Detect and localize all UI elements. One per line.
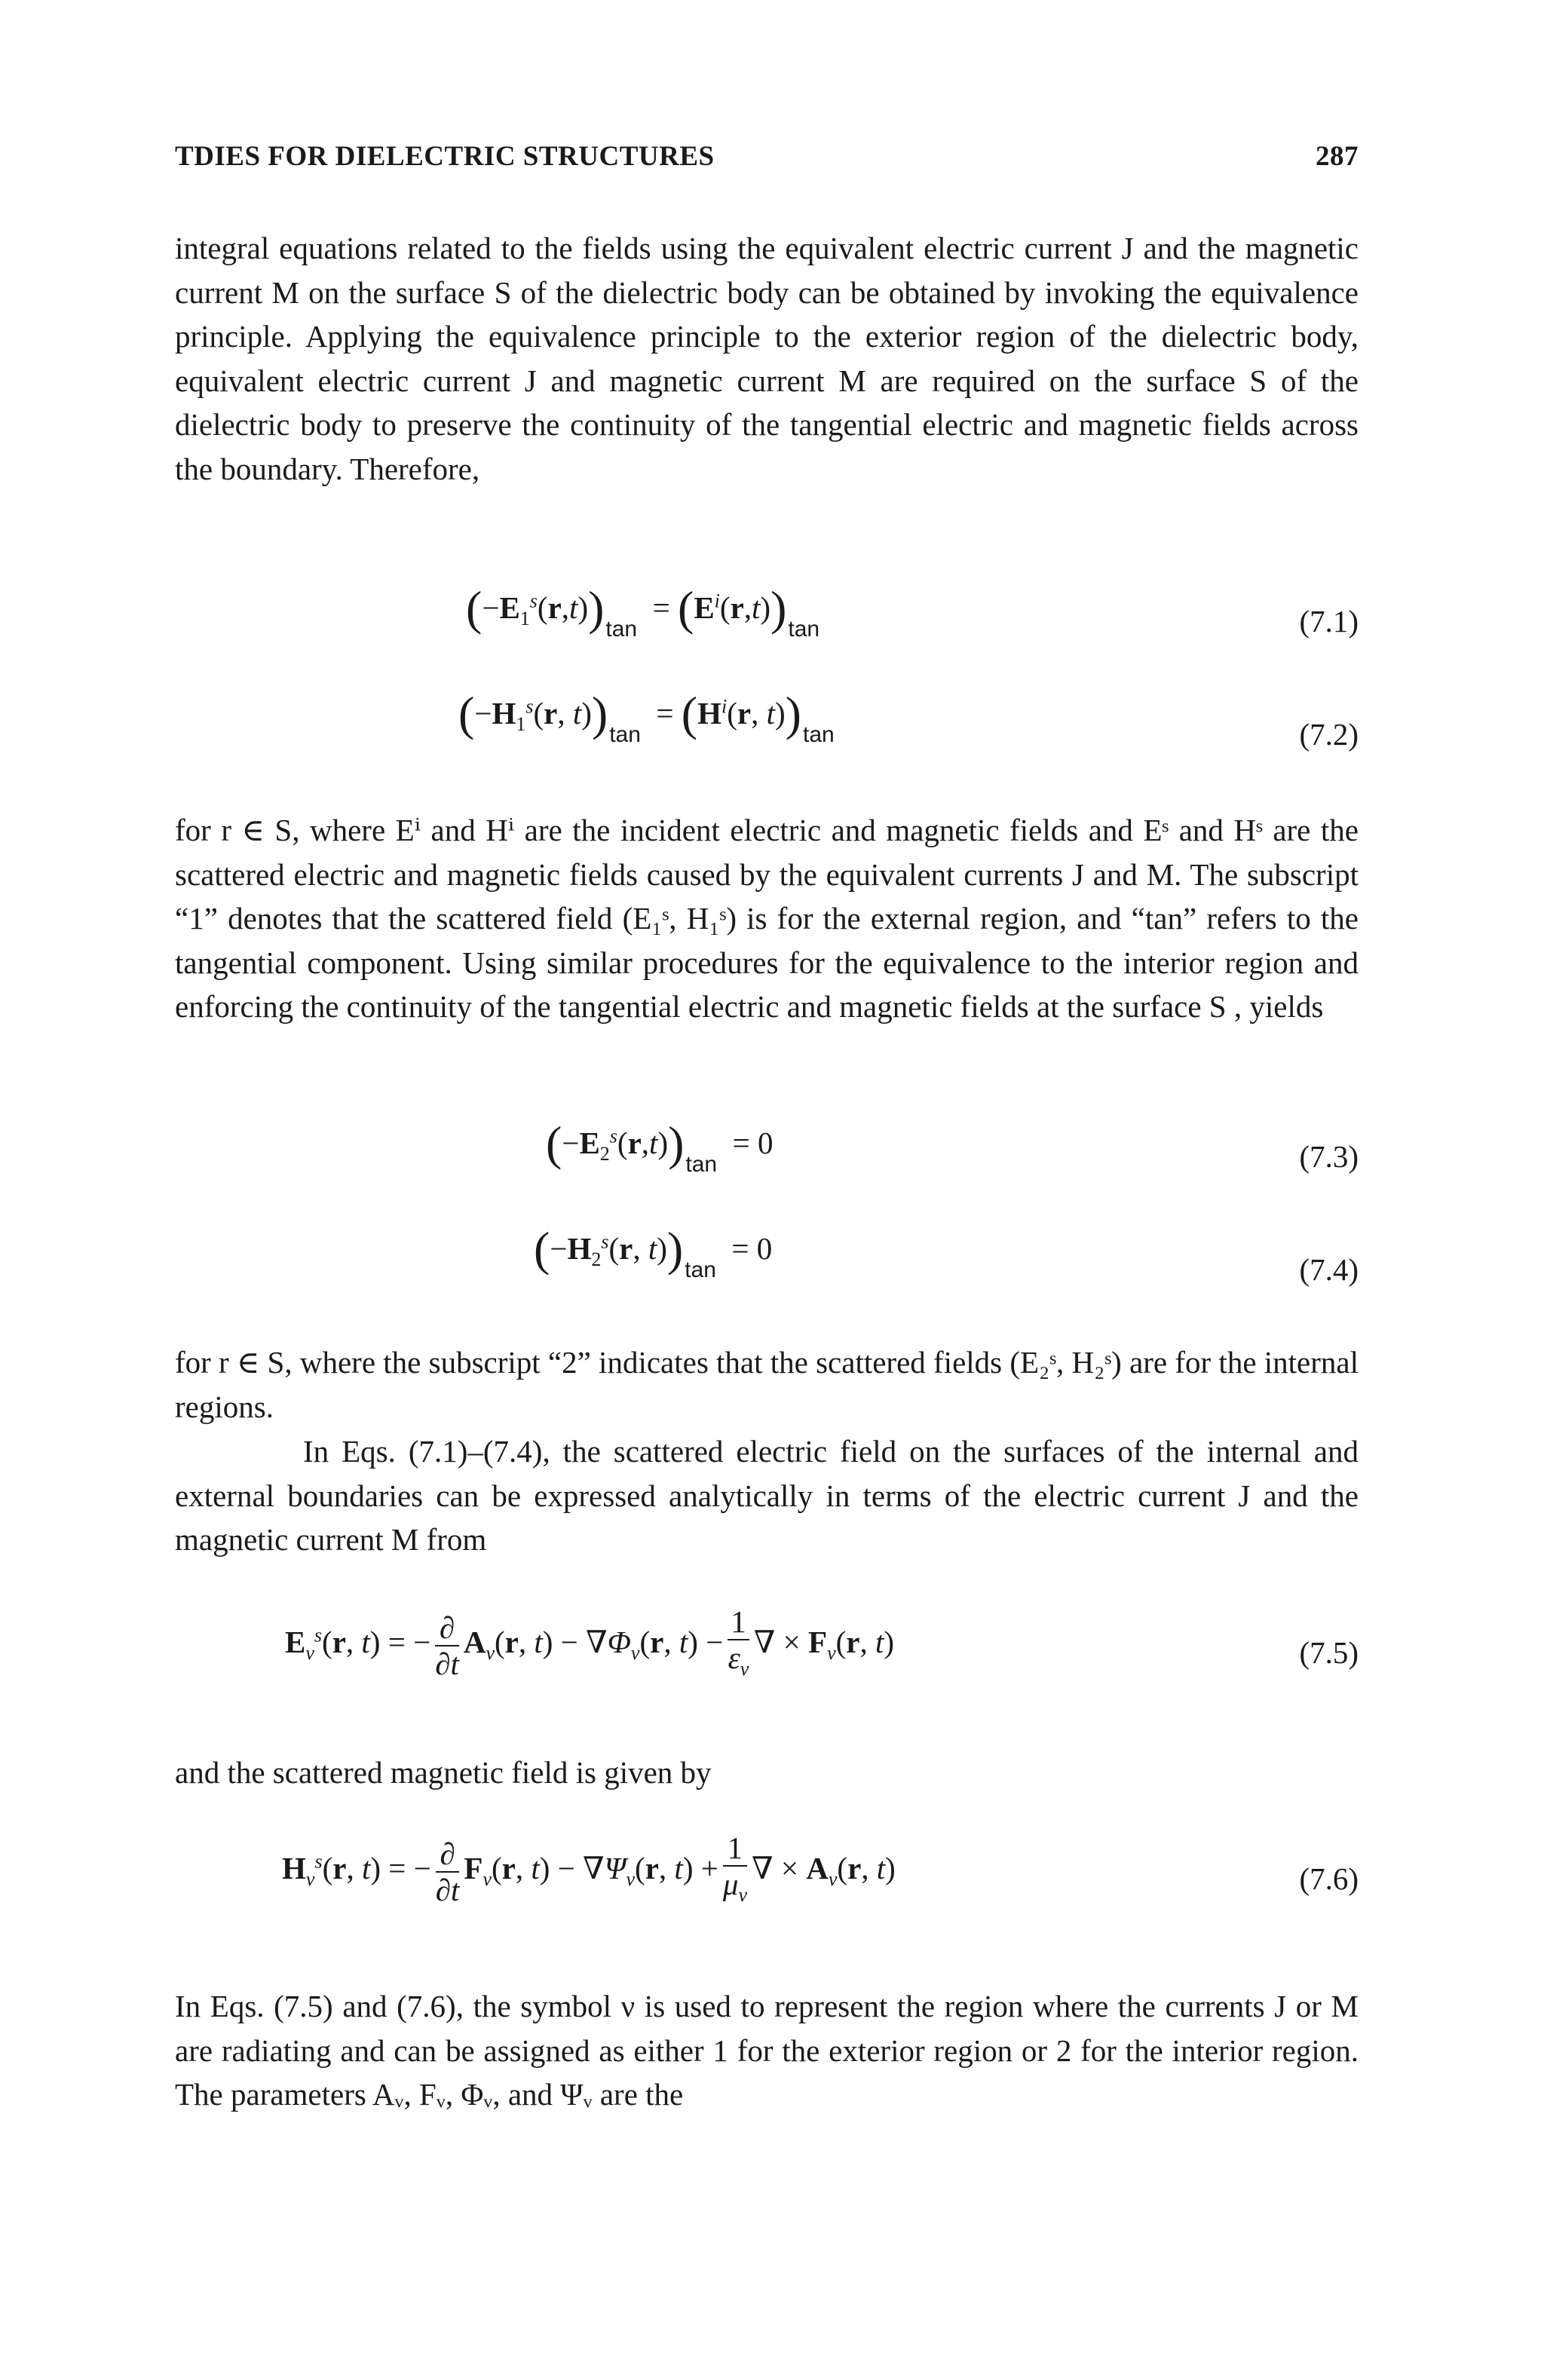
- equation-7-1: [0, 580, 1544, 671]
- equation-number: (7.3): [1299, 1139, 1359, 1174]
- equation-number: (7.2): [1299, 717, 1359, 752]
- equation-7-2-body: ($-H_1^s(r$, $t))_{tan} = (H^i(r$, $t))_{tan}$: [458, 687, 835, 747]
- equation-number: (7.6): [1299, 1861, 1359, 1896]
- paragraph-internal-regions: for r ∈ S, where the subscript “2” indicates that the scattered fields (E₂ˢ, H₂ˢ) are for the internal regions.: [175, 1345, 1359, 1424]
- equation-number: (7.1): [1299, 604, 1359, 639]
- equation-7-2: [0, 686, 1544, 776]
- paragraph-intro: integral equations related to the fields using the equivalent electric current J and the magnetic current M on the surface S of the dielectric body can be obtained by invoking the equivalence principle. Applying the equivalence principle to the exterior region of the dielectric body, equivalent electric current J and magnetic current M are required on the surface S of the dielectric body to preserve the continuity of the tangential electric and magnetic fields across the boundary. Therefore,: [175, 231, 1359, 486]
- equation-7-3-body: $(-E_2^s(r,t))_{tan} = 0$: [546, 1116, 774, 1177]
- equation-7-6: [0, 1823, 1544, 1944]
- equation-7-4-body: ($-H_2^s(r$, $t))_{tan} = 0$: [534, 1222, 773, 1282]
- equation-7-1-body: $(-E_1^s(r,t))_{tan} = (E^i(r,t))_{tan}$: [466, 581, 820, 642]
- page-number: 287: [1316, 141, 1359, 172]
- equation-7-4: [0, 1221, 1544, 1312]
- equation-7-6-body: $H_\nu^s(r$, t) = − $\frac{\partial}{\partial t}$ $F_\nu(r$, $t) - \nabla\Psi_\nu(r$, t) + $\frac{1}{\mu_\nu}$ ∇ × $A_\nu(r$, t): [282, 1830, 896, 1907]
- chapter-section-title: TDIES FOR DIELECTRIC STRUCTURES: [175, 141, 715, 172]
- paragraph-magnetic-field: and the scattered magnetic field is given by: [175, 1755, 712, 1790]
- paragraph-region-symbol: In Eqs. (7.5) and (7.6), the symbol ν is used to represent the region where the currents J or M are radiating and can be assigned as either 1 for the exterior region or 2 for the interior region. The parameters Aᵥ, Fᵥ, Φᵥ, and Ψᵥ are the: [175, 1989, 1359, 2112]
- equation-number: (7.4): [1299, 1252, 1359, 1287]
- equation-number: (7.5): [1299, 1635, 1359, 1670]
- equation-7-3: [0, 1116, 1544, 1206]
- equation-7-5-body: $E_\nu^s(r$, t) = − $\frac{\partial}{\partial t}$ $A_\nu(r$, $t) - \nabla\Phi_\nu(r$, t) − $\frac{1}{\varepsilon_\nu}$ ∇ × $F_\nu(r$, t): [285, 1604, 895, 1681]
- equation-7-5: [0, 1597, 1544, 1717]
- paragraph-definitions: for r ∈ S, where Eⁱ and Hⁱ are the incident electric and magnetic fields and Eˢ and Hˢ are the scattered electric and magnetic fields caused by the equivalent currents J and M. The subscript “1” denotes that the scattered field (E₁ˢ, H₁ˢ) is for the external region, and “tan” refers to the tangential component. Using similar procedures for the equivalence to the interior region and enforcing the continuity of the tangential electric and magnetic fields at the surface S , yields: [175, 813, 1359, 1025]
- paragraph-scattered-field: In Eqs. (7.1)–(7.4), the scattered electric field on the surfaces of the internal and external boundaries can be expressed analytically in terms of the electric current J and the magnetic current M from: [175, 1434, 1359, 1558]
